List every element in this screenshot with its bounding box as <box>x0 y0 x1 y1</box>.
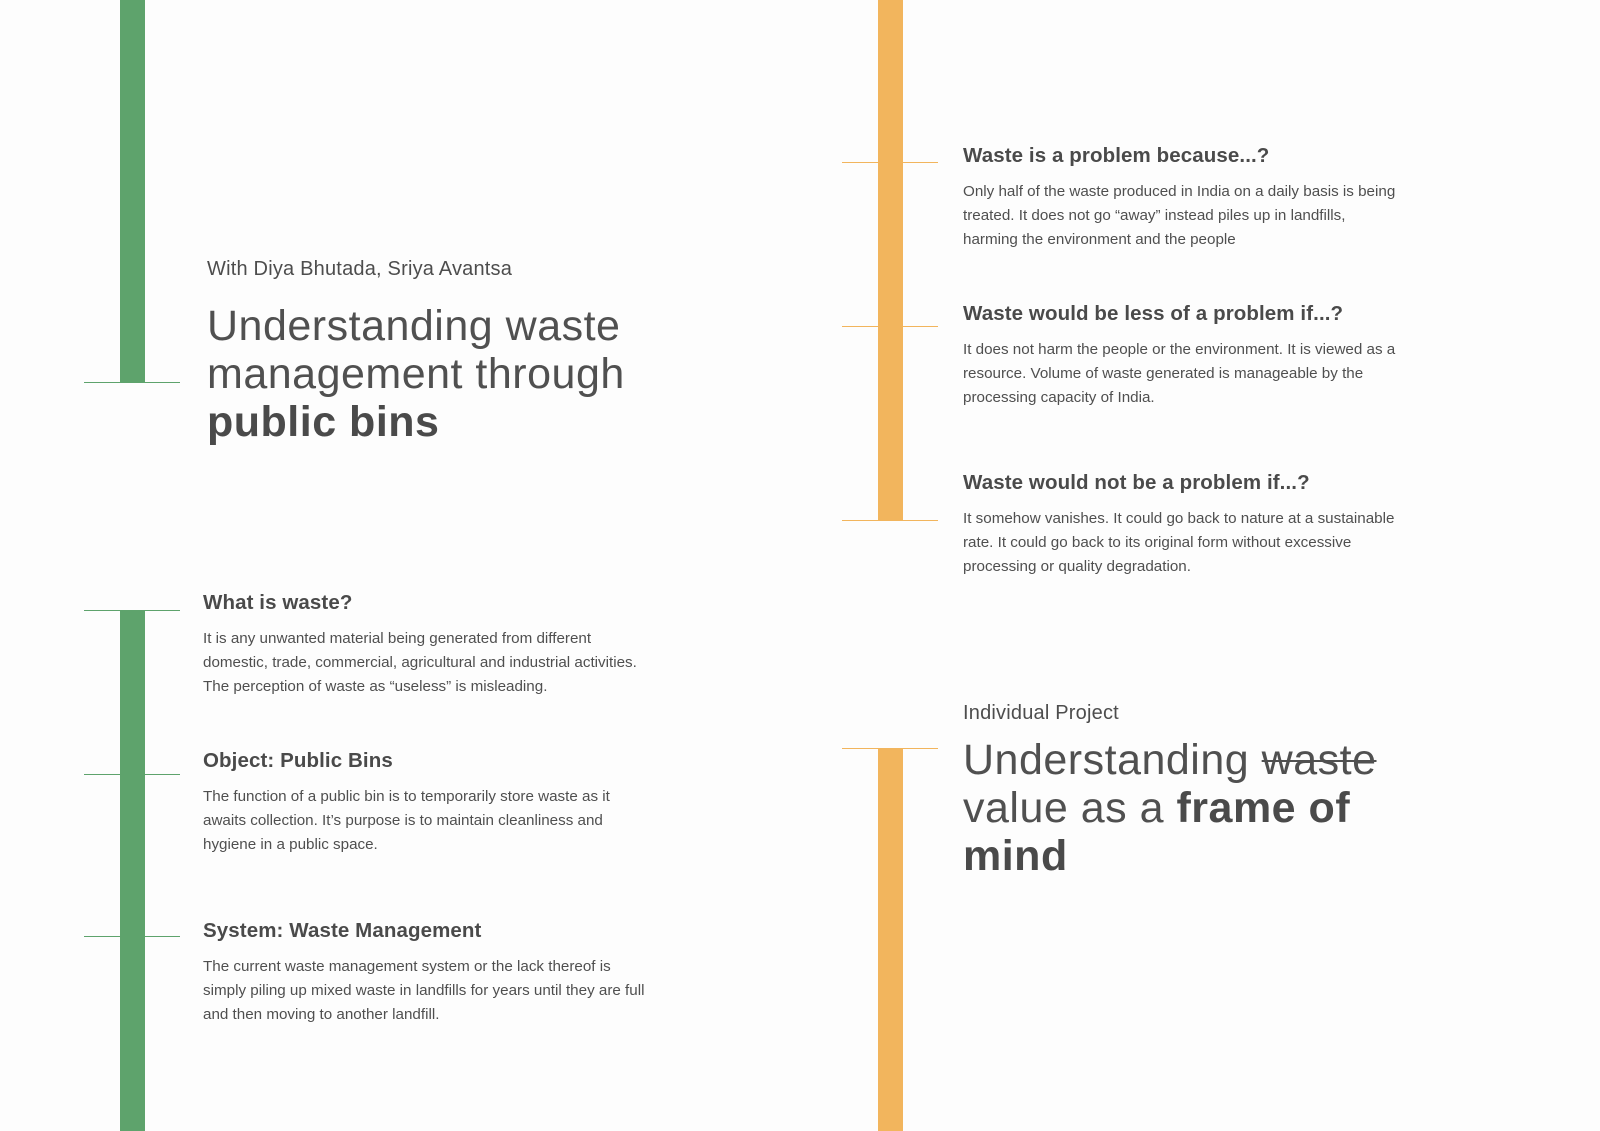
right-outro-subtitle: Individual Project <box>963 702 1119 724</box>
green-timeline-bar-top <box>120 0 145 382</box>
orange-timeline-tick-outro <box>842 748 938 749</box>
section-heading: System: Waste Management <box>203 919 482 942</box>
right-outro-title-word1: Understanding <box>963 736 1250 784</box>
body-line: resource. Volume of waste generated is manageable by the <box>963 365 1364 383</box>
section-what-is-waste <box>203 591 683 700</box>
right-outro-title <box>963 736 1377 880</box>
body-line: domestic, trade, commercial, agricultural and industrial activities. <box>203 654 637 672</box>
body-line: and then moving to another landfill. <box>203 1006 440 1024</box>
section-heading: Waste would be less of a problem if...? <box>963 302 1344 325</box>
orange-timeline-bar-top <box>878 0 903 520</box>
orange-timeline-tick-not-a-problem <box>842 520 938 521</box>
body-line: simply piling up mixed waste in landfills for years until they are full <box>203 982 645 1000</box>
body-line: It somehow vanishes. It could go back to nature at a sustainable <box>963 510 1395 527</box>
right-outro-title-line3-bold: mind <box>963 832 1068 880</box>
right-outro-title-line2-plain: value as a <box>963 784 1165 832</box>
body-line: processing capacity of India. <box>963 389 1155 407</box>
section-body <box>203 627 683 700</box>
section-body <box>203 955 683 1028</box>
section-heading: Object: Public Bins <box>203 749 393 772</box>
body-line: harming the environment and the people <box>963 231 1236 249</box>
orange-timeline-tick-less-of-problem <box>842 326 938 327</box>
body-line: It does not harm the people or the environment. It is viewed as a <box>963 341 1396 358</box>
body-line: The current waste management system or the lack thereof is <box>203 958 611 975</box>
section-system-waste-management <box>203 919 683 1028</box>
left-intro-subtitle: With Diya Bhutada, Sriya Avantsa <box>207 258 513 280</box>
green-timeline-bar-bottom <box>120 610 145 1131</box>
body-line: Only half of the waste produced in India on a daily basis is being <box>963 183 1396 200</box>
body-line: processing or quality degradation. <box>963 558 1191 576</box>
section-less-of-a-problem <box>963 302 1463 411</box>
body-line: rate. It could go back to its original form without excessive <box>963 534 1352 552</box>
body-line: It is any unwanted material being generated from different <box>203 630 592 647</box>
orange-timeline-tick-problem-because <box>842 162 938 163</box>
body-line: The function of a public bin is to temporarily store waste as it <box>203 788 610 805</box>
left-intro-title-line2: management through <box>207 350 625 398</box>
body-line: The perception of waste as “useless” is misleading. <box>203 678 548 696</box>
section-heading: Waste is a problem because...? <box>963 144 1270 167</box>
section-heading: What is waste? <box>203 591 353 614</box>
right-outro-title-line2-bold: frame of <box>1176 784 1351 832</box>
right-outro-title-strike: waste <box>1261 736 1377 784</box>
section-body <box>963 507 1463 580</box>
body-line: hygiene in a public space. <box>203 836 378 854</box>
green-timeline-tick-what-is-waste <box>84 610 180 611</box>
section-body <box>203 785 683 858</box>
section-not-a-problem <box>963 471 1463 580</box>
green-timeline-tick-waste-management <box>84 936 180 937</box>
section-body <box>963 180 1463 253</box>
left-intro-title <box>207 302 625 446</box>
body-line: awaits collection. It’s purpose is to maintain cleanliness and <box>203 812 603 830</box>
orange-timeline-bar-bottom <box>878 748 903 1131</box>
green-timeline-tick-intro <box>84 382 180 383</box>
left-intro-title-bold: public bins <box>207 398 440 446</box>
green-timeline-tick-public-bins <box>84 774 180 775</box>
body-line: treated. It does not go “away” instead piles up in landfills, <box>963 207 1346 225</box>
section-waste-is-a-problem <box>963 144 1463 253</box>
section-body <box>963 338 1463 411</box>
section-heading: Waste would not be a problem if...? <box>963 471 1310 494</box>
left-intro-title-line1: Understanding waste <box>207 302 621 350</box>
section-object-public-bins <box>203 749 683 858</box>
